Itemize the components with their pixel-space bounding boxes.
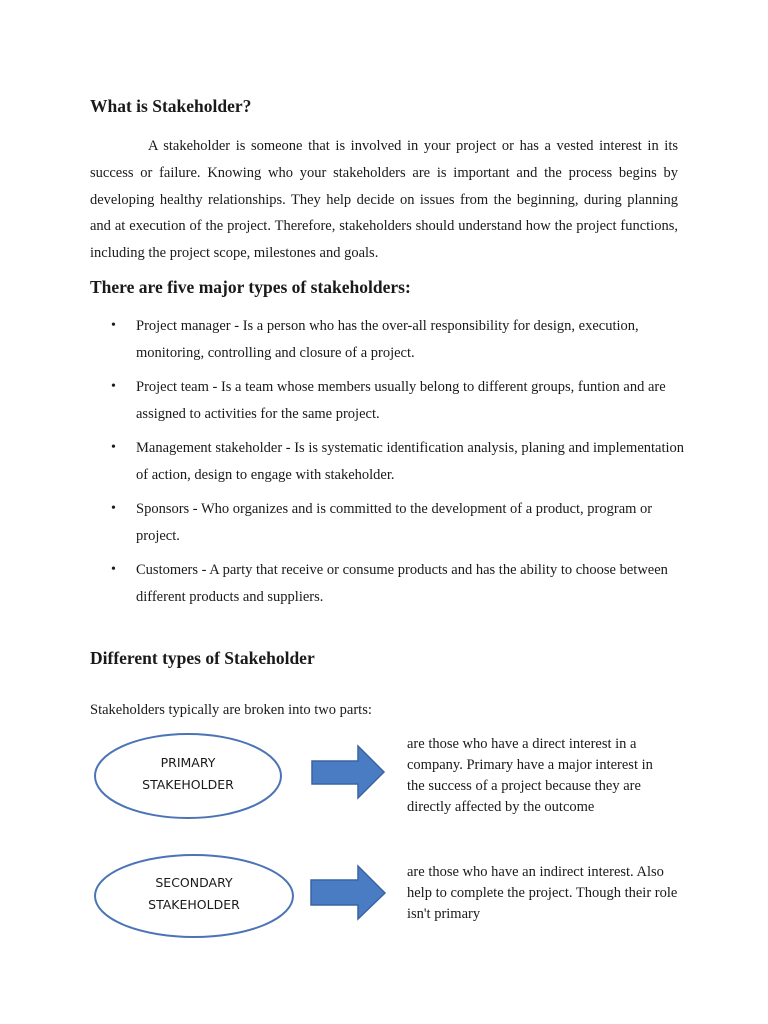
primary-arrow-icon — [312, 746, 384, 798]
secondary-stakeholder-label — [114, 872, 274, 916]
list-item-text: Customers - A party that receive or consume products and has the ability to choose between different products and suppliers. — [136, 562, 668, 606]
primary-stakeholder-label — [108, 752, 268, 796]
list-item-text: Sponsors - Who organizes and is committed to the development of a product, program or project. — [136, 501, 653, 545]
parts-intro-text: Stakeholders typically are broken into two parts: — [90, 702, 372, 718]
list-item-text: Project team - Is a team whose members usually belong to different groups, funtion and are assigned to activities for the same project. — [136, 379, 666, 422]
list-item-text: Management stakeholder - Is is systematic identification analysis, planing and implementation of action, design to engage with stakeholder. — [136, 440, 685, 483]
bullet-icon: • — [111, 501, 116, 517]
secondary-label-line2: STAKEHOLDER — [148, 897, 240, 912]
intro-paragraph: A stakeholder is someone that is involved in your project or has a vested interest in its success or failure. Knowing who your stakeholders are is important and the process begins by developing healthy relationships. They help decide on issues from the beginning, during planning and at execution of the project. Therefore, stakeholders should understand how the project functions, including the project scope, milestones and goals. — [90, 138, 678, 262]
primary-label-line2: STAKEHOLDER — [142, 777, 234, 792]
list-item-text: Project manager - Is a person who has the over-all responsibility for design, execution, monitoring, controlling and closure of a project. — [136, 318, 639, 361]
heading-what-is-stakeholder: What is Stakeholder? — [90, 96, 252, 116]
secondary-arrow-icon — [311, 866, 385, 919]
bullet-icon: • — [111, 318, 116, 333]
secondary-label-line1: SECONDARY — [155, 875, 233, 890]
secondary-description: are those who have an indirect interest. Also help to complete the project. Though their role isn't primary — [407, 864, 678, 922]
primary-label-line1: PRIMARY — [160, 755, 216, 770]
primary-description: are those who have a direct interest in a company. Primary have a major interest in the success of a project because they are directly affected by the outcome — [407, 736, 653, 815]
bullet-icon: • — [111, 562, 116, 578]
five-types-heading: There are five major types of stakeholders: — [90, 277, 411, 297]
bullet-icon: • — [111, 379, 116, 395]
bullet-icon: • — [111, 440, 116, 456]
heading-different-types: Different types of Stakeholder — [90, 648, 315, 668]
